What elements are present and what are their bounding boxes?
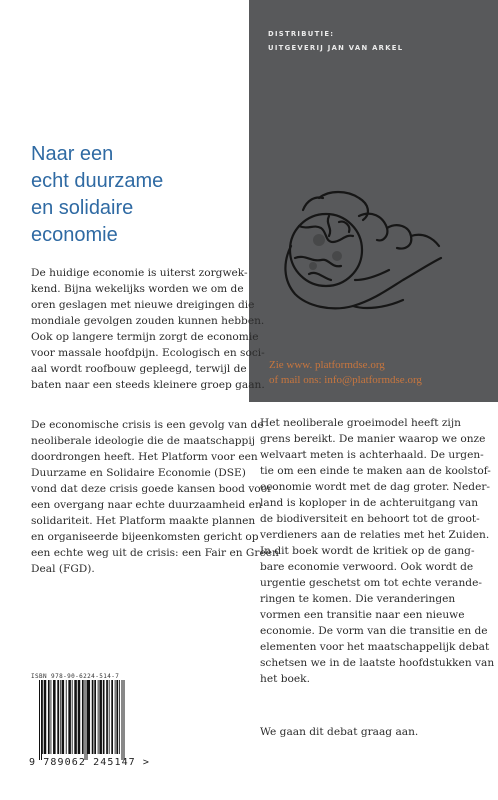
- right-paragraph-2: [260, 724, 418, 740]
- barcode-bar: [109, 680, 110, 754]
- isbn-label: ISBN 978-90-6224-514-7: [31, 673, 120, 680]
- barcode-bar: [115, 680, 116, 754]
- text-line: welvaart meten is achterhaald. De urgen-: [260, 449, 484, 461]
- right-paragraph-1: [260, 415, 494, 687]
- left-paragraph-2: [31, 417, 279, 577]
- barcode-bar: [116, 680, 118, 754]
- barcode-digits: 9 789062 245147 >: [29, 757, 151, 768]
- text-line: Het neoliberale groeimodel heeft zijn: [260, 417, 461, 429]
- book-headline: [31, 141, 241, 249]
- barcode-bar: [98, 680, 99, 754]
- text-line: oren geslagen met nieuwe dreigingen die: [31, 299, 255, 311]
- text-line: We gaan dit debat graag aan.: [260, 726, 419, 738]
- barcode-bar: [39, 680, 40, 760]
- text-line: elementen voor het maatschappelijk debat: [260, 641, 490, 653]
- text-line: schetsen we in de laatste hoofdstukken van: [260, 657, 495, 669]
- barcode-bar: [48, 680, 50, 754]
- barcode-bar: [99, 680, 102, 754]
- website-text: Zie www. platformdse.org: [269, 359, 385, 371]
- barcode-bar: [119, 680, 120, 754]
- text-line: Ook op langere termijn zorgt de economie: [31, 331, 259, 343]
- text-line: Deal (FGD).: [31, 563, 95, 575]
- text-line: een echte weg uit de crisis: een Fair en Green: [31, 547, 279, 559]
- text-line: voor massale hoofdpijn. Ecologisch en soci-: [31, 347, 265, 359]
- barcode-bar: [72, 680, 73, 754]
- text-line: een overgang naar echte duurzaamheid en: [31, 499, 262, 511]
- contact-info: [269, 358, 422, 388]
- headline-line: en solidaire: [31, 197, 134, 219]
- barcode-bar: [62, 680, 65, 754]
- text-line: De economische crisis is een gevolg van de: [31, 419, 264, 431]
- barcode-bar: [124, 680, 125, 760]
- hands-holding-globe-icon: [269, 176, 449, 336]
- text-line: urgentie geschetst om tot echte verande-: [260, 577, 482, 589]
- barcode-bar: [68, 680, 71, 754]
- text-line: economie wordt met de dag groter. Neder-: [260, 481, 490, 493]
- text-line: baten naar een steeds kleinere groep gaan.: [31, 379, 265, 391]
- text-line: In dit boek wordt de kritiek op de gang-: [260, 545, 475, 557]
- barcode-bar: [85, 680, 86, 760]
- text-line: bare economie verwoord. Ook wordt de: [260, 561, 474, 573]
- barcode-bar: [94, 680, 96, 754]
- barcode-bar: [122, 680, 123, 760]
- barcode-bar: [42, 680, 43, 754]
- barcode-bar: [106, 680, 108, 754]
- distribution-label: DISTRIBUTIE:: [268, 30, 335, 38]
- left-paragraph-1: [31, 265, 265, 393]
- barcode-bar: [60, 680, 61, 754]
- headline-line: Naar een: [31, 143, 114, 165]
- barcode-bar: [92, 680, 94, 754]
- barcode-bar: [66, 680, 67, 754]
- distribution-info: [268, 27, 403, 55]
- text-line: het boek.: [260, 673, 310, 685]
- barcode-bar: [111, 680, 113, 754]
- text-line: de biodiversiteit en behoort tot de groot-: [260, 513, 480, 525]
- text-line: ringen te komen. Die veranderingen: [260, 593, 456, 605]
- headline-line: economie: [31, 224, 118, 246]
- text-line: doordrongen heeft. Het Platform voor een: [31, 451, 258, 463]
- barcode-bar: [74, 680, 77, 754]
- text-line: Duurzame en Solidaire Economie (DSE): [31, 467, 246, 479]
- text-line: De huidige economie is uiterst zorgwek-: [31, 267, 248, 279]
- text-line: solidariteit. Het Platform maakte plannen: [31, 515, 256, 527]
- barcode-bar: [103, 680, 105, 754]
- text-line: tie om een einde te maken aan de koolstof-: [260, 465, 491, 477]
- barcode-bar: [44, 680, 47, 754]
- distribution-publisher: UITGEVERIJ JAN VAN ARKEL: [268, 44, 404, 52]
- barcode-bar: [57, 680, 59, 754]
- text-line: land is koploper in de achteruitgang van: [260, 497, 479, 509]
- text-line: neoliberale ideologie die de maatschappij: [31, 435, 255, 447]
- barcode-bar: [87, 680, 88, 760]
- email-text: of mail ons: info@platformdse.org: [269, 374, 422, 386]
- text-line: aal wordt roofbouw gepleegd, terwijl de: [31, 363, 247, 375]
- barcode-bar: [51, 680, 52, 754]
- barcode-bar: [78, 680, 81, 754]
- text-line: en organiseerde bijeenkomsten gericht op: [31, 531, 259, 543]
- text-line: economie. De vorm van die transitie en de: [260, 625, 488, 637]
- barcode-bar: [82, 680, 84, 754]
- barcode-bar: [53, 680, 56, 754]
- text-line: mondiale gevolgen zouden kunnen hebben.: [31, 315, 265, 327]
- text-line: verdieners aan de relaties met het Zuiden.: [260, 529, 490, 541]
- text-line: vormen een transitie naar een nieuwe: [260, 609, 465, 621]
- barcode-bar: [41, 680, 42, 760]
- text-line: kend. Bijna wekelijks worden we om de: [31, 283, 244, 295]
- text-line: vond dat deze crisis goede kansen bood voor: [31, 483, 273, 495]
- headline-line: echt duurzame: [31, 170, 164, 192]
- barcode-bar: [88, 680, 91, 754]
- text-line: grens bereikt. De manier waarop we onze: [260, 433, 486, 445]
